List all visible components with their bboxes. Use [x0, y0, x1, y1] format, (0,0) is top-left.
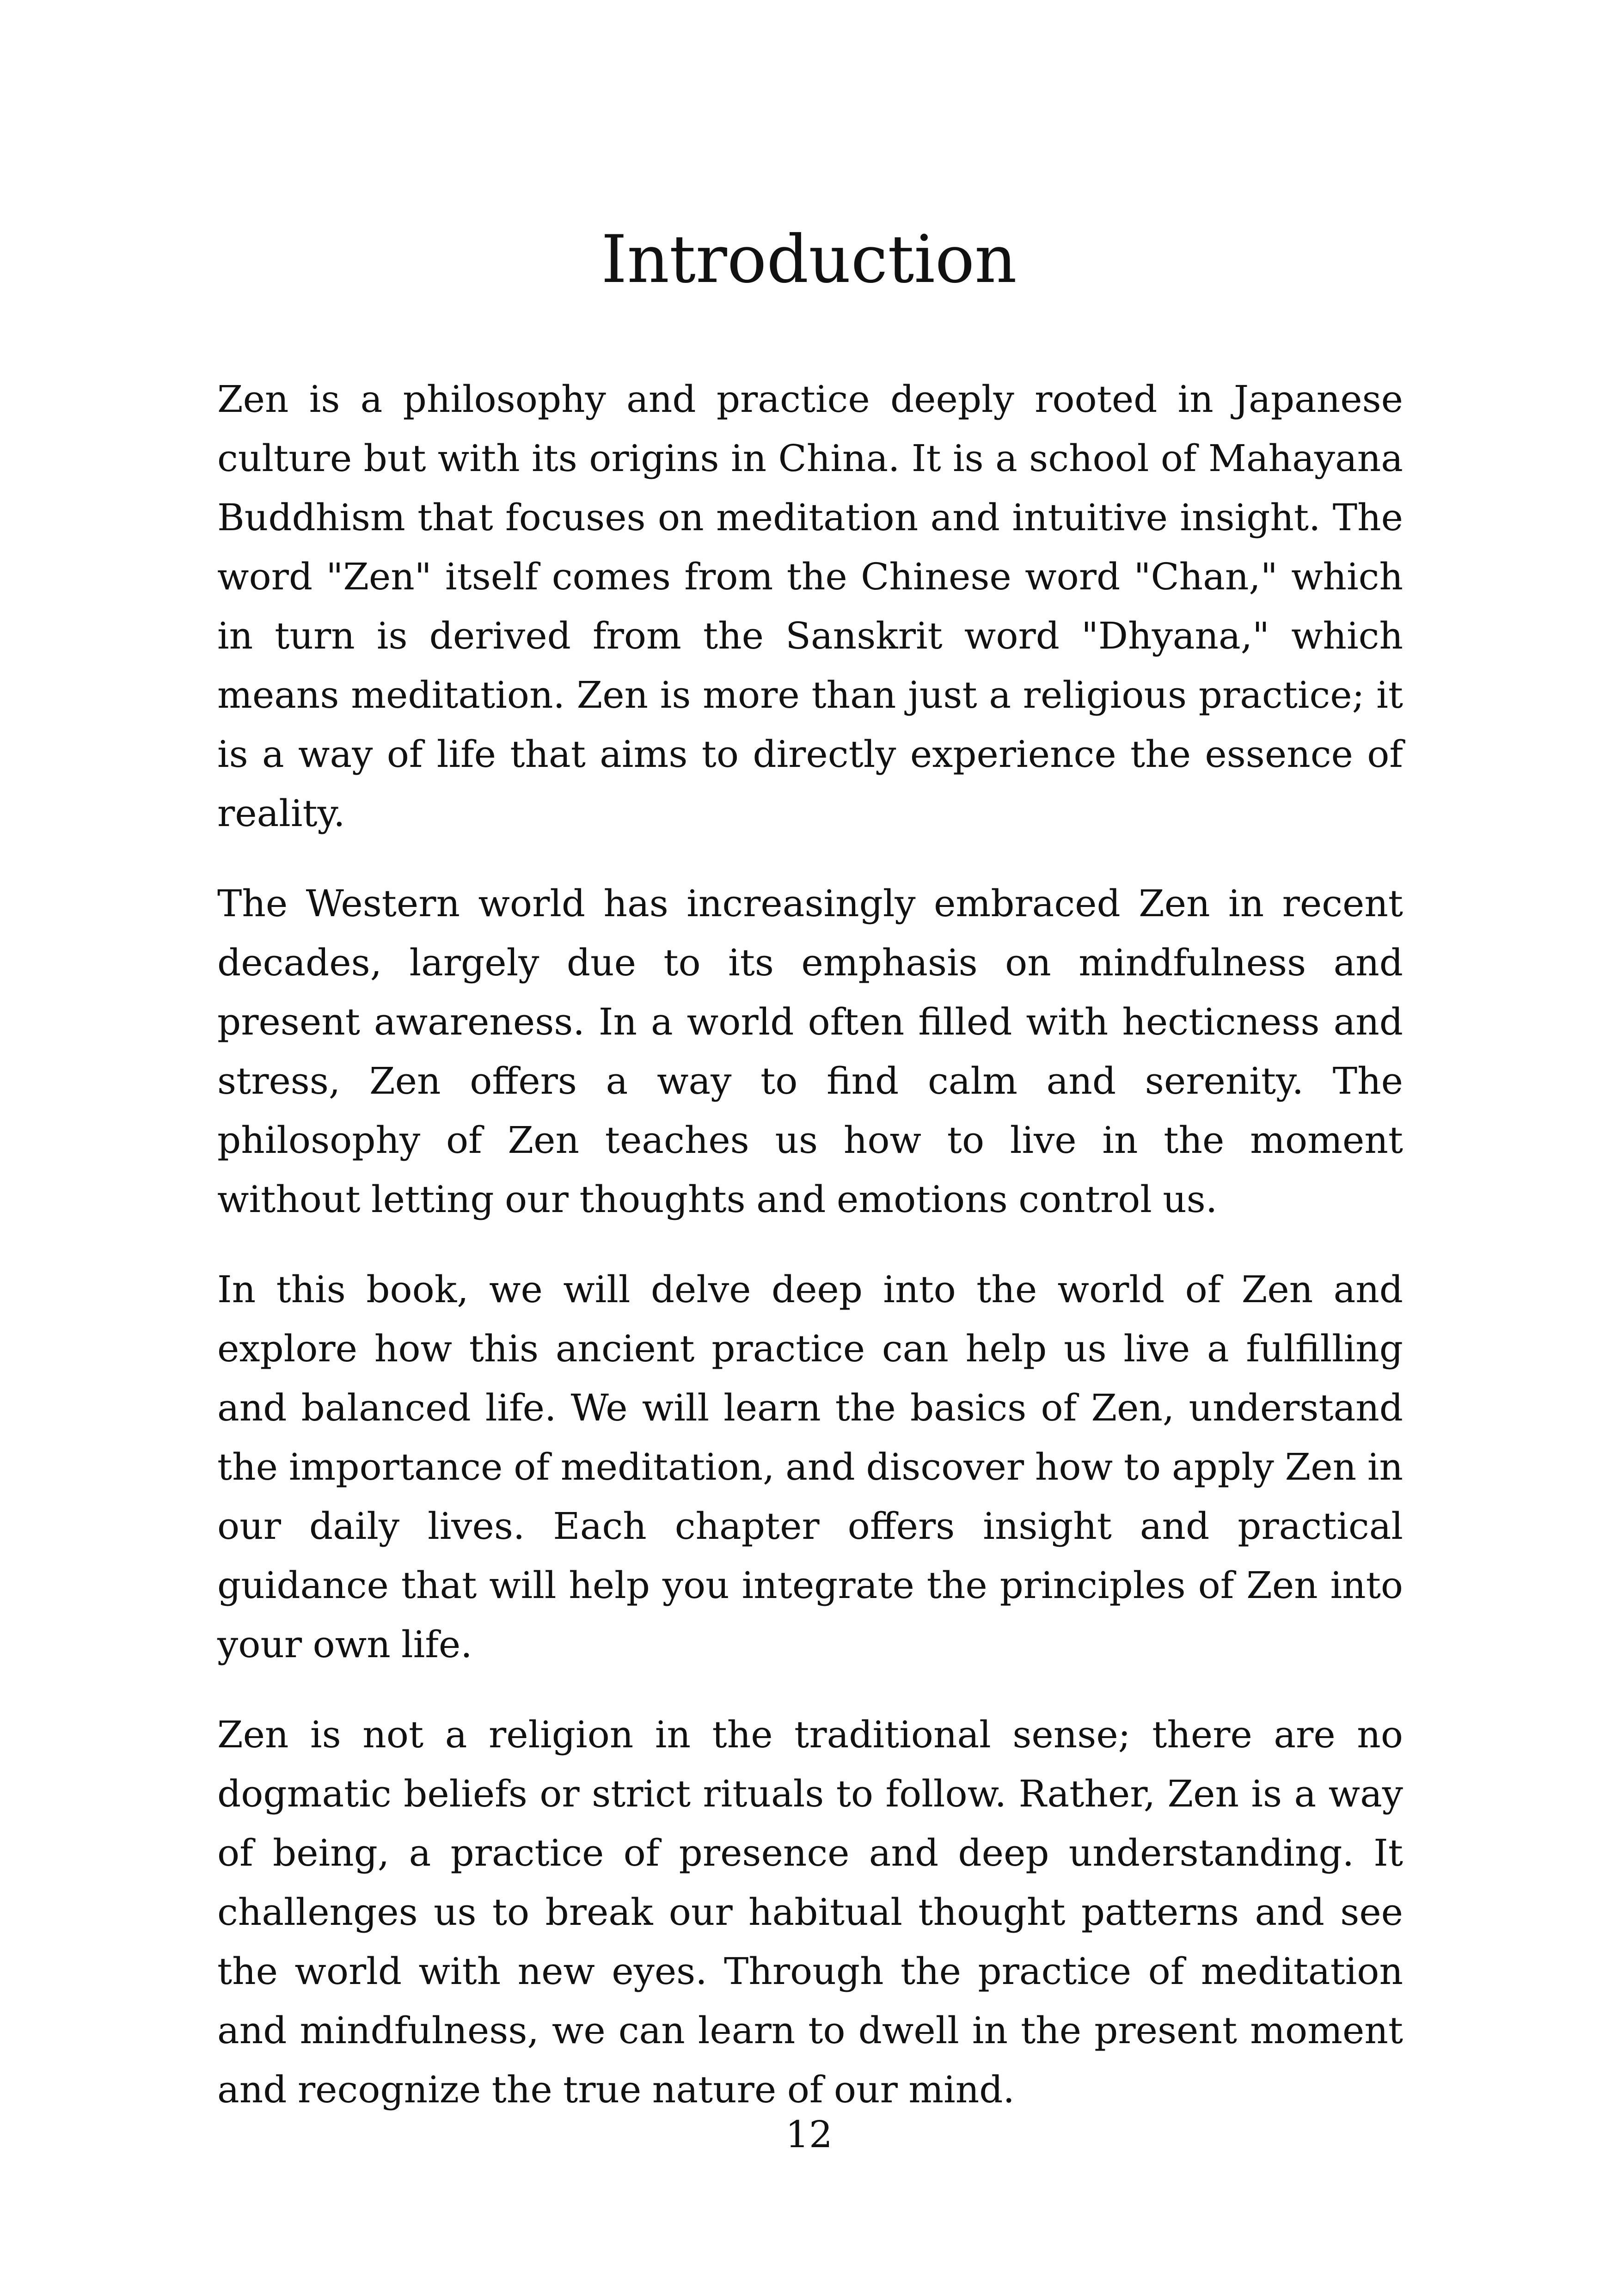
body-text	[217, 370, 1403, 2150]
paragraph: In this book, we will delve deep into the world of Zen and explore how this ancient practice can help us live a fulfilling and balanced life. We will learn the basics of Zen, understand the importance of meditation, and discover how to apply Zen in our daily lives. Each chapter offers insight and practical guidance that will help you integrate the principles of Zen into your own life.	[217, 1268, 1403, 1666]
chapter-title: Introduction	[601, 221, 1017, 298]
paragraph: The Western world has increasingly embraced Zen in recent decades, largely due to its emphasis on mindfulness and present awareness. In a world often filled with hecticness and stress, Zen offers a way to find calm and serenity. The philosophy of Zen teaches us how to live in the moment without letting our thoughts and emotions control us.	[217, 882, 1403, 1221]
paragraph: Zen is a philosophy and practice deeply rooted in Japanese culture but with its origins in China. It is a school of Mahayana Buddhism that focuses on meditation and intuitive insight. The word "Zen" itself comes from the Chinese word "Chan," which in turn is derived from the Sanskrit word "Dhyana," which means meditation. Zen is more than just a religious practice; it is a way of life that aims to directly experience the essence of reality.	[217, 378, 1403, 835]
paragraph: Zen is not a religion in the traditional sense; there are no dogmatic beliefs or strict rituals to follow. Rather, Zen is a way of being, a practice of presence and deep understanding. It challenges us to break our habitual thought patterns and see the world with new eyes. Through the practice of meditation and mindfulness, we can learn to dwell in the present moment and recognize the true nature of our mind.	[217, 1713, 1403, 2111]
page-number: 12	[785, 2113, 833, 2156]
